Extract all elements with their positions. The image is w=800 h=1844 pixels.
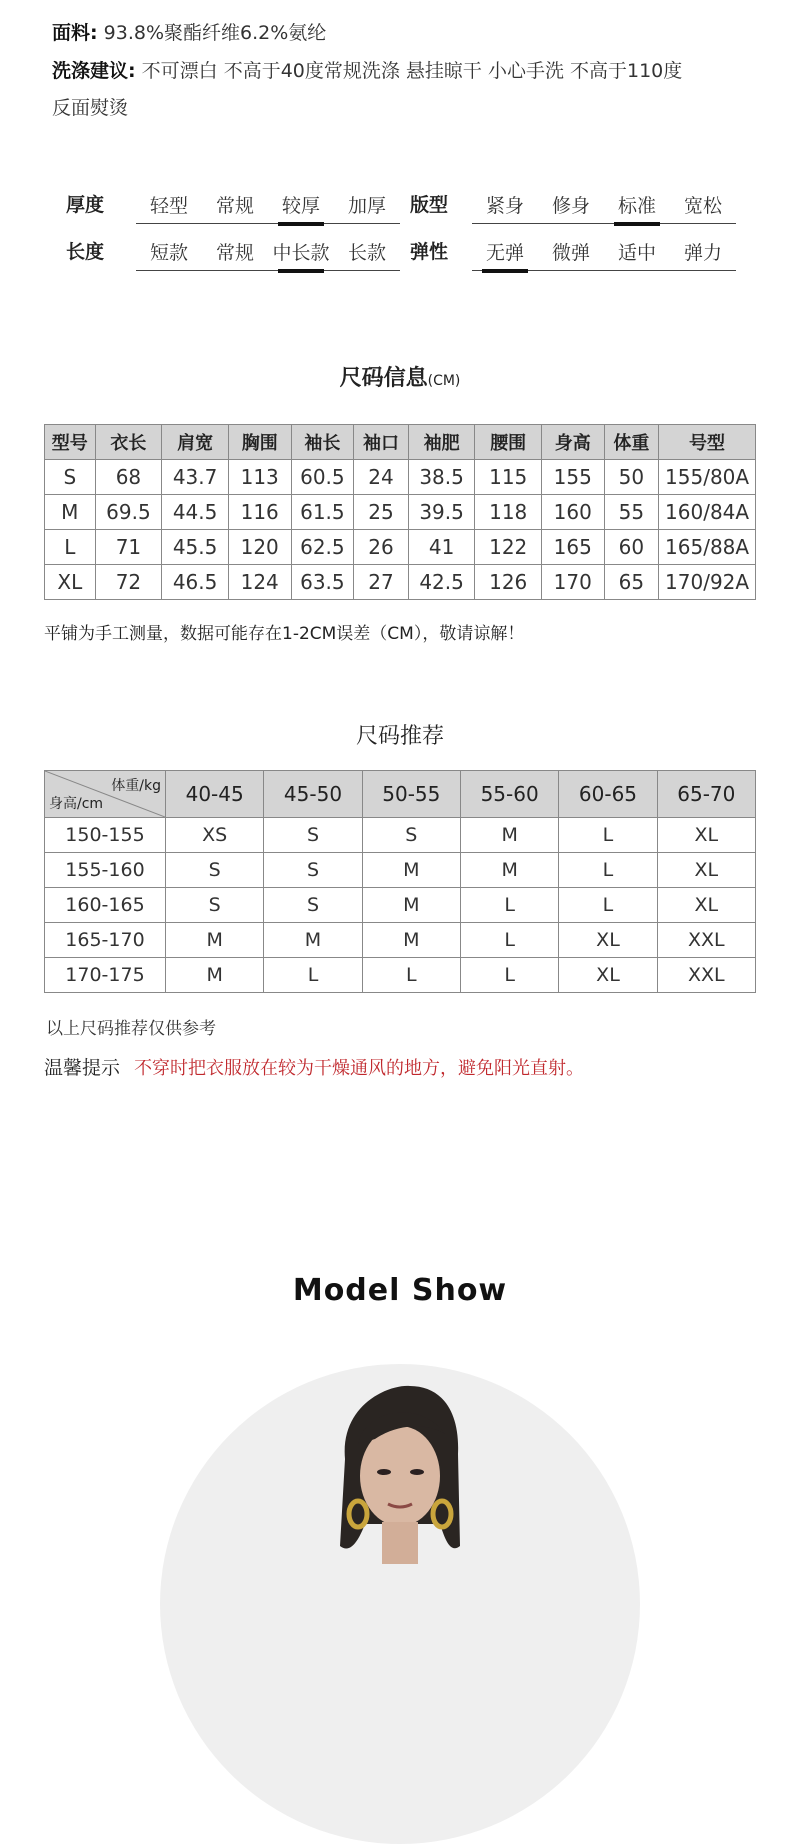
recommend-size-cell: M — [362, 923, 460, 958]
height-cell: 160-165 — [45, 888, 166, 923]
recommend-size-cell: M — [264, 923, 362, 958]
size-cell: 113 — [228, 460, 291, 495]
recommend-size-cell: XL — [657, 818, 755, 853]
weight-header-cell: 45-50 — [264, 771, 362, 818]
recommend-corner-cell — [45, 771, 166, 818]
recommend-size-cell: XL — [559, 923, 657, 958]
height-cell: 170-175 — [45, 958, 166, 993]
recommend-size-cell: L — [362, 958, 460, 993]
recommend-size-cell: XXL — [657, 958, 755, 993]
size-header-cell: 袖口 — [354, 425, 409, 460]
size-recommend-table — [44, 770, 756, 993]
table-row — [45, 530, 756, 565]
size-recommend-title: 尺码推荐 — [355, 724, 444, 749]
model-figure — [160, 1364, 640, 1564]
recommend-size-cell: S — [264, 888, 362, 923]
size-header-cell: 型号 — [45, 425, 96, 460]
size-cell: 63.5 — [291, 565, 354, 600]
recommend-size-cell: XL — [657, 888, 755, 923]
size-info-table — [44, 424, 756, 600]
size-cell: 155 — [541, 460, 604, 495]
size-cell: 170/92A — [659, 565, 756, 600]
recommend-size-cell: M — [460, 853, 558, 888]
table-row — [45, 958, 756, 993]
weight-header-cell: 60-65 — [559, 771, 657, 818]
size-cell: 71 — [95, 530, 162, 565]
size-info-title-text: 尺码信息 — [339, 366, 428, 391]
size-cell: 25 — [354, 495, 409, 530]
recommend-size-cell: M — [362, 888, 460, 923]
model-photo — [160, 1364, 640, 1844]
table-row — [45, 888, 756, 923]
recommend-size-cell: XS — [166, 818, 264, 853]
attr-option[interactable]: 微弹 — [551, 242, 590, 264]
size-header-cell: 腰围 — [475, 425, 542, 460]
table-row — [45, 460, 756, 495]
size-table-header — [45, 425, 756, 460]
size-header-cell: 胸围 — [228, 425, 291, 460]
recommend-size-cell: L — [460, 888, 558, 923]
model-show-title: Model Show — [292, 1273, 508, 1308]
size-cell: 124 — [228, 565, 291, 600]
corner-height-label: 身高/cm — [49, 796, 104, 812]
size-header-cell: 号型 — [659, 425, 756, 460]
size-cell: 170 — [541, 565, 604, 600]
size-cell: 165/88A — [659, 530, 756, 565]
size-header-cell: 衣长 — [95, 425, 162, 460]
table-row — [45, 495, 756, 530]
attr-option[interactable]: 加厚 — [347, 195, 386, 217]
attr-label-2: 长度 — [66, 241, 105, 263]
attr-option[interactable]: 较厚 — [268, 191, 334, 223]
recommend-size-cell: XL — [657, 853, 755, 888]
size-cell: 126 — [475, 565, 542, 600]
washing-label: 洗涤建议: — [52, 60, 136, 82]
size-cell: 26 — [354, 530, 409, 565]
attr-option[interactable]: 适中 — [617, 242, 656, 264]
attr-option[interactable]: 长款 — [347, 242, 386, 264]
size-cell: 44.5 — [162, 495, 229, 530]
size-info-title — [0, 361, 800, 392]
attr-options-1 — [472, 191, 736, 224]
attr-options-3 — [472, 238, 736, 271]
size-cell: S — [45, 460, 96, 495]
size-cell: 46.5 — [162, 565, 229, 600]
attr-label-3: 弹性 — [410, 241, 449, 263]
washing-line-2: 反面熨烫 — [52, 97, 129, 119]
size-cell: 116 — [228, 495, 291, 530]
fabric-label: 面料: — [52, 22, 98, 44]
size-header-cell: 袖长 — [291, 425, 354, 460]
size-cell: XL — [45, 565, 96, 600]
size-cell: 24 — [354, 460, 409, 495]
warm-tip-label: 温馨提示 — [44, 1057, 121, 1079]
size-cell: 118 — [475, 495, 542, 530]
height-cell: 165-170 — [45, 923, 166, 958]
size-cell: 39.5 — [408, 495, 475, 530]
weight-header-cell: 40-45 — [166, 771, 264, 818]
table-row — [45, 818, 756, 853]
size-cell: 155/80A — [659, 460, 756, 495]
recommend-size-cell: S — [166, 853, 264, 888]
size-cell: 27 — [354, 565, 409, 600]
size-info-note: 平铺为手工测量，数据可能存在1-2CM误差（CM），敬请谅解！ — [44, 624, 525, 644]
size-cell: 68 — [95, 460, 162, 495]
recommend-size-cell: M — [362, 853, 460, 888]
attr-options-2 — [136, 238, 400, 271]
fabric-value: 93.8%聚酯纤维6.2%氨纶 — [97, 22, 327, 44]
attr-option[interactable]: 轻型 — [149, 195, 188, 217]
warm-tip-text: 不穿时把衣服放在较为干燥通风的地方，避免阳光直射。 — [134, 1058, 585, 1079]
recommend-size-cell: XXL — [657, 923, 755, 958]
size-cell: 55 — [604, 495, 659, 530]
size-header-cell: 体重 — [604, 425, 659, 460]
size-cell: 61.5 — [291, 495, 354, 530]
size-cell: 60 — [604, 530, 659, 565]
warm-tip — [44, 1053, 584, 1080]
attr-option[interactable]: 弹力 — [683, 242, 722, 264]
attr-label-1: 版型 — [410, 194, 449, 216]
recommend-size-cell: L — [559, 888, 657, 923]
washing-value: 不可漂白 不高于40度常规洗涤 悬挂晾干 小心手洗 不高于110度 — [135, 60, 683, 82]
size-cell: 65 — [604, 565, 659, 600]
height-cell: 155-160 — [45, 853, 166, 888]
corner-weight-label: 体重/kg — [111, 778, 161, 794]
size-cell: 160 — [541, 495, 604, 530]
weight-header-cell: 65-70 — [657, 771, 755, 818]
size-cell: 45.5 — [162, 530, 229, 565]
washing-line — [52, 56, 682, 83]
recommend-size-cell: M — [166, 958, 264, 993]
size-cell: 165 — [541, 530, 604, 565]
attr-option[interactable]: 短款 — [149, 242, 188, 264]
size-cell: 72 — [95, 565, 162, 600]
recommend-size-cell: S — [362, 818, 460, 853]
recommend-size-cell: L — [264, 958, 362, 993]
attr-option[interactable]: 标准 — [604, 191, 670, 223]
attr-options-0 — [136, 191, 400, 224]
size-cell: 41 — [408, 530, 475, 565]
size-header-cell: 身高 — [541, 425, 604, 460]
size-cell: 43.7 — [162, 460, 229, 495]
size-cell: 38.5 — [408, 460, 475, 495]
size-cell: 62.5 — [291, 530, 354, 565]
size-cell: 42.5 — [408, 565, 475, 600]
size-cell: M — [45, 495, 96, 530]
attr-option[interactable]: 紧身 — [485, 195, 524, 217]
size-cell: 122 — [475, 530, 542, 565]
recommend-size-cell: L — [559, 853, 657, 888]
size-cell: 69.5 — [95, 495, 162, 530]
size-table-body — [45, 460, 756, 600]
size-header-cell: 肩宽 — [162, 425, 229, 460]
recommend-size-cell: S — [264, 853, 362, 888]
weight-header-cell: 50-55 — [362, 771, 460, 818]
height-cell: 150-155 — [45, 818, 166, 853]
attr-option[interactable]: 常规 — [215, 195, 254, 217]
fabric-line — [52, 18, 326, 45]
attr-option[interactable]: 修身 — [551, 195, 590, 217]
table-row — [45, 923, 756, 958]
recommend-note: 以上尺码推荐仅供参考 — [46, 1019, 216, 1039]
size-cell: 120 — [228, 530, 291, 565]
size-info-unit: (CM) — [427, 373, 461, 389]
size-cell: 160/84A — [659, 495, 756, 530]
size-cell: L — [45, 530, 96, 565]
attr-option[interactable]: 宽松 — [683, 195, 722, 217]
recommend-table-header — [45, 771, 756, 818]
table-row — [45, 565, 756, 600]
recommend-table-body — [45, 818, 756, 993]
recommend-size-cell: M — [460, 818, 558, 853]
recommend-size-cell: L — [460, 923, 558, 958]
attr-option[interactable]: 常规 — [215, 242, 254, 264]
size-cell: 60.5 — [291, 460, 354, 495]
recommend-size-cell: L — [460, 958, 558, 993]
attr-option[interactable]: 无弹 — [472, 238, 538, 270]
weight-header-cell: 55-60 — [460, 771, 558, 818]
size-cell: 115 — [475, 460, 542, 495]
size-cell: 50 — [604, 460, 659, 495]
table-row — [45, 853, 756, 888]
recommend-size-cell: XL — [559, 958, 657, 993]
recommend-size-cell: S — [166, 888, 264, 923]
recommend-size-cell: M — [166, 923, 264, 958]
recommend-size-cell: L — [559, 818, 657, 853]
size-header-cell: 袖肥 — [408, 425, 475, 460]
attr-label-0: 厚度 — [66, 194, 105, 216]
attr-option[interactable]: 中长款 — [268, 238, 334, 270]
recommend-size-cell: S — [264, 818, 362, 853]
